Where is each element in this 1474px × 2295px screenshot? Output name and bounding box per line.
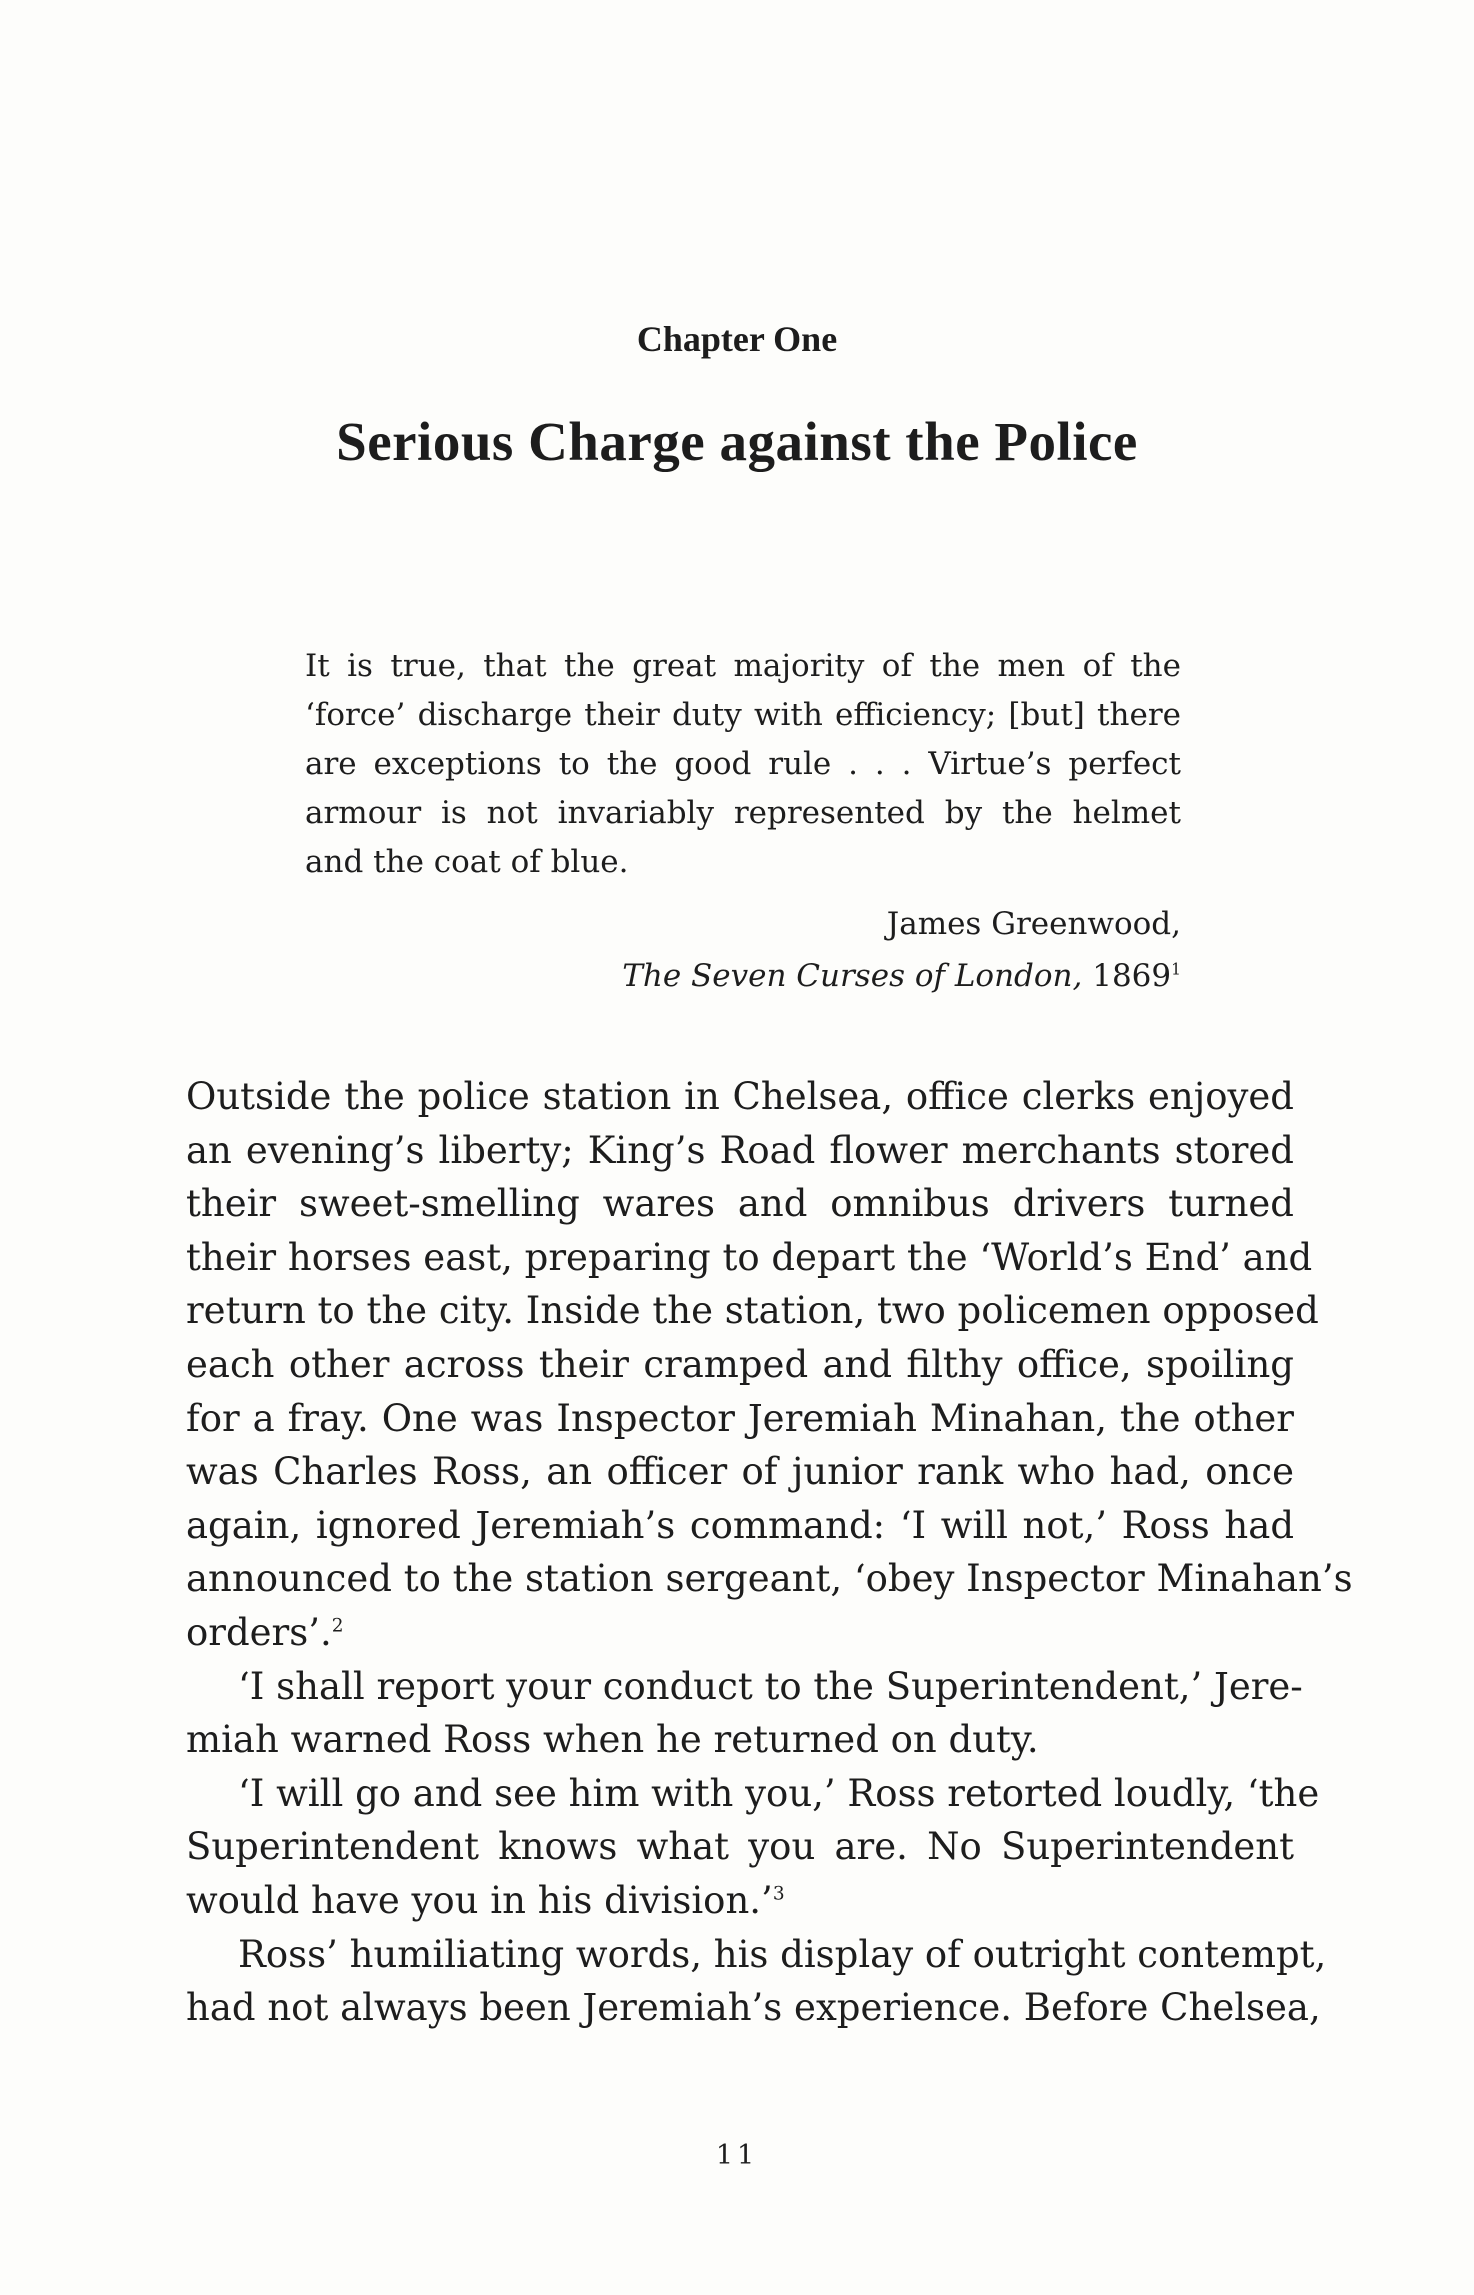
body-line: Ross’ humiliating words, his display of outright contempt, bbox=[238, 1932, 1327, 1976]
epigraph-line: ‘force’ discharge their duty with efficiency; [but] there bbox=[305, 697, 1181, 733]
body-line: again, ignored Jeremiah’s command: ‘I will not,’ Ross had bbox=[186, 1503, 1294, 1547]
body-line: Outside the police station in Chelsea, office clerks enjoyed bbox=[186, 1075, 1294, 1118]
body-line-text: would have you in his division.’ bbox=[186, 1878, 773, 1922]
body-line: miah warned Ross when he returned on duty. bbox=[186, 1718, 1039, 1762]
body-line: return to the city. Inside the station, two policemen opposed bbox=[186, 1289, 1319, 1333]
footnote-ref: 3 bbox=[772, 1883, 785, 1905]
body-line: announced to the station sergeant, ‘obey Inspector Minahan’s bbox=[186, 1557, 1353, 1601]
body-line: for a fray. One was Inspector Jeremiah Minahan, the other bbox=[186, 1396, 1294, 1440]
epigraph-line: It is true, that the great majority of the men of the bbox=[305, 648, 1181, 684]
body-line: was Charles Ross, an officer of junior rank who had, once bbox=[186, 1450, 1294, 1494]
body-text bbox=[186, 1070, 1353, 2035]
body-line bbox=[186, 1606, 1294, 1660]
epigraph-source bbox=[622, 950, 1181, 1002]
footnote-ref: 1 bbox=[1171, 960, 1181, 979]
epigraph-author: James Greenwood, bbox=[886, 906, 1181, 942]
chapter-title: Serious Charge against the Police bbox=[336, 411, 1138, 472]
body-line: an evening’s liberty; King’s Road flower merchants stored bbox=[186, 1128, 1294, 1172]
body-line: their horses east, preparing to depart the ‘World’s End’ and bbox=[186, 1235, 1313, 1279]
chapter-label: Chapter One bbox=[636, 319, 838, 359]
body-line: ‘I shall report your conduct to the Superintendent,’ Jere- bbox=[238, 1664, 1303, 1708]
body-line-text: orders’. bbox=[186, 1610, 332, 1654]
epigraph-line: armour is not invariably represented by the helmet bbox=[305, 795, 1181, 831]
body-line: ‘I will go and see him with you,’ Ross retorted loudly, ‘the bbox=[238, 1771, 1320, 1815]
page-number: 11 bbox=[715, 2140, 759, 2171]
footnote-ref: 2 bbox=[331, 1615, 344, 1637]
body-line bbox=[186, 1874, 1294, 1928]
body-line: their sweet-smelling wares and omnibus drivers turned bbox=[186, 1182, 1294, 1226]
epigraph bbox=[305, 642, 1181, 887]
epigraph-year: 1869 bbox=[1092, 958, 1172, 994]
epigraph-work: The Seven Curses of London, bbox=[622, 958, 1083, 994]
body-line: Superintendent knows what you are. No Superintendent bbox=[186, 1825, 1294, 1869]
body-line: had not always been Jeremiah’s experience. Before Chelsea, bbox=[186, 1986, 1321, 2030]
body-line: each other across their cramped and filthy office, spoiling bbox=[186, 1342, 1294, 1386]
epigraph-line: are exceptions to the good rule . . . Virtue’s perfect bbox=[305, 746, 1181, 782]
epigraph-line: and the coat of blue. bbox=[305, 844, 629, 880]
epigraph-attribution bbox=[622, 898, 1181, 1002]
